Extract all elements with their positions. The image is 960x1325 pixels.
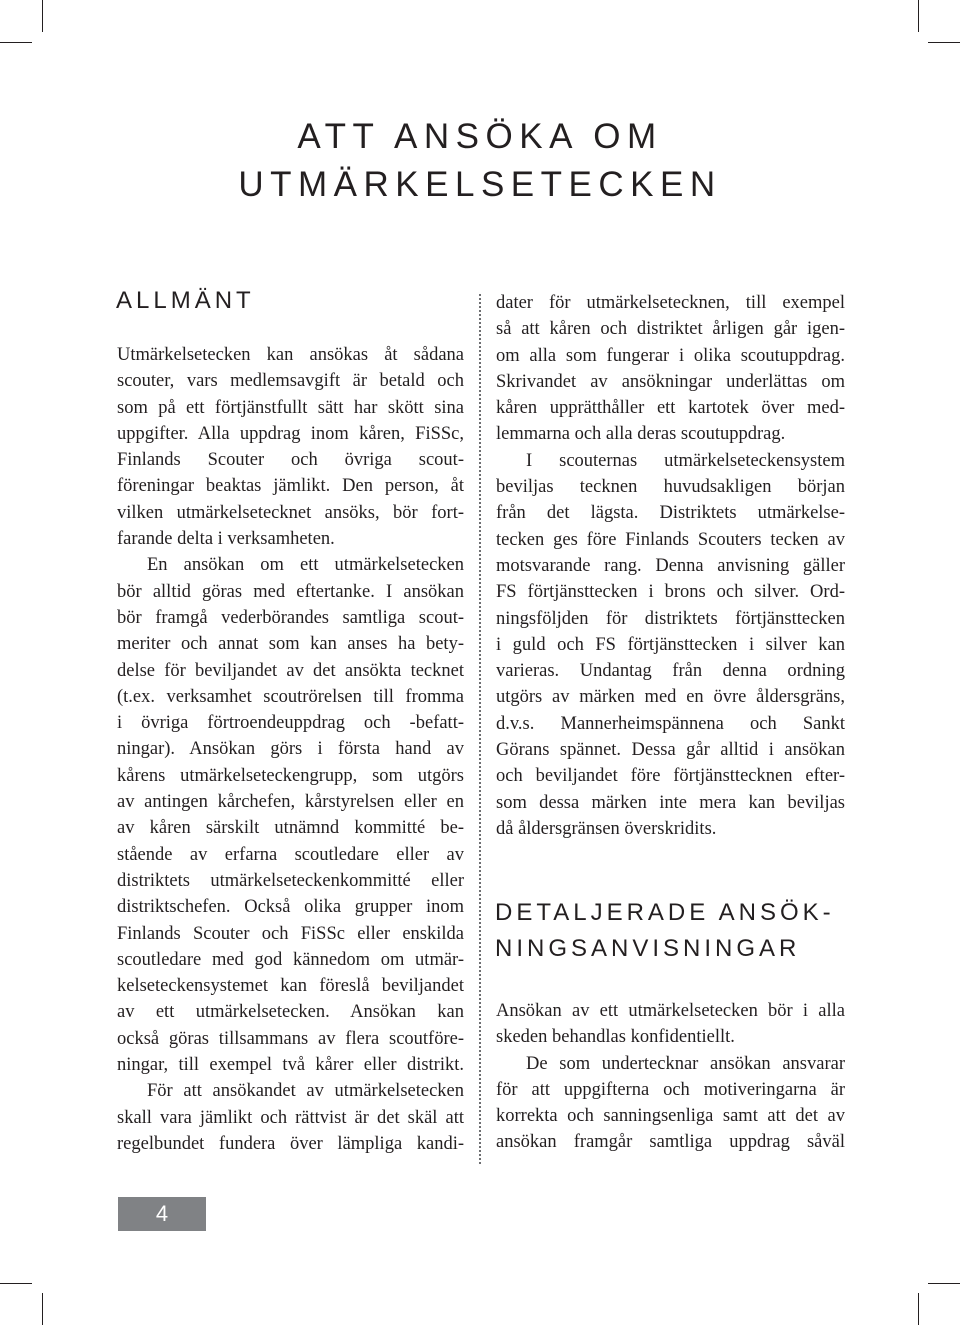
text-line: distriktets utmärkelseteckenkommitté eller	[117, 870, 464, 891]
text-line: varieras. Undantag från denna ordning	[496, 661, 845, 682]
text-line: distriktschefen. Också olika grupper inom	[117, 897, 464, 918]
text-line: beviljas tecknen huvudsakligen början	[496, 477, 845, 498]
section-heading-allmant: ALLMÄNT	[116, 287, 255, 314]
text-line: ningsföljden för distriktets förtjänsttecken	[496, 608, 845, 629]
text-line: uppgifter. Alla uppdrag inom kåren, FiSSc,	[117, 423, 464, 444]
left-column-text	[117, 342, 464, 1157]
text-line: Ansökan av ett utmärkelsetecken bör i alla	[496, 1001, 845, 1021]
text-line: om alla som fungerar i olika scoutuppdrag.	[496, 345, 845, 366]
text-line: stående av erfarna scoutledare eller av	[117, 844, 464, 865]
section-heading-detaljerade	[495, 895, 835, 967]
text-line: Finlands Scouter och övriga scout-	[117, 450, 464, 471]
text-line: Görans spännet. Dessa går alltid i ansökan	[496, 740, 845, 761]
text-line: FS förtjänsttecken i brons och silver. Ord-	[496, 582, 845, 603]
text-line: tecken ges före Finlands Scouters tecken av	[496, 529, 845, 550]
text-line: då åldersgränsen överskridits.	[496, 818, 717, 839]
text-line: (t.ex. verksamhet scoutrörelsen till fromma	[117, 686, 464, 707]
text-line: av ett utmärkelsetecken. Ansökan kan	[117, 1002, 464, 1023]
text-line: meriter och annat som kan anses ha bety-	[117, 634, 464, 655]
page-title-line: ATT ANSÖKA OM	[297, 117, 663, 156]
text-line: De som undertecknar ansökan ansvarar	[526, 1053, 845, 1074]
text-line: lemmarna och alla deras scoutuppdrag.	[496, 424, 786, 445]
crop-mark	[0, 42, 32, 43]
text-line: i guld och FS förtjänsttecken i silver kan	[496, 634, 845, 655]
page-number: 4	[118, 1197, 206, 1231]
text-line: och beviljandet före förtjänsttecknen efter-	[496, 766, 845, 787]
page-title	[0, 113, 960, 209]
text-line: bör framgå vederbörandes samtliga scout-	[117, 607, 464, 628]
text-line: skall vara jämlikt och rättvist är det skäl att	[117, 1107, 464, 1128]
text-line: ningar, till exempel två kårer eller distrikt.	[117, 1055, 464, 1076]
text-line: av antingen kårchefen, kårstyrelsen eller en	[117, 792, 464, 813]
crop-mark	[928, 42, 960, 43]
text-line: kelseteckensystemet kan föreslå beviljandet	[117, 976, 464, 997]
text-line: För att ansökandet av utmärkelsetecken	[147, 1081, 464, 1102]
text-line: regelbundet fundera över lämpliga kandi-	[117, 1133, 464, 1154]
text-line: Utmärkelsetecken kan ansökas åt sådana	[117, 345, 464, 365]
page-title-line: UTMÄRKELSETECKEN	[238, 165, 722, 204]
text-line: som på ett förtjänstfullt sätt har skött sina	[117, 397, 464, 418]
text-line: I scouternas utmärkelseteckensystem	[526, 450, 845, 471]
right-column-text-bottom	[496, 998, 845, 1156]
text-line: Finlands Scouter och FiSSc eller enskilda	[117, 923, 464, 944]
section-heading-line: NINGSANVISNINGAR	[495, 935, 801, 962]
text-line: ansökan framgår samtliga uppdrag såväl	[496, 1132, 845, 1153]
text-line: Skrivandet av ansökningar underlättas om	[496, 371, 845, 392]
text-line: delse för beviljandet av det ansökta tecknet	[117, 660, 464, 681]
text-line: föreningar beaktas jämlikt. Den person, åt	[117, 476, 464, 497]
text-line: ningar). Ansökan görs i första hand av	[117, 739, 464, 760]
text-line: vilken utmärkelsetecknet ansöks, bör fort-	[117, 502, 464, 523]
text-line: så att kåren och distriktet årligen går igen-	[496, 319, 845, 340]
text-line: från det lägsta. Distriktets utmärkelse-	[496, 503, 845, 524]
crop-mark	[42, 1293, 43, 1325]
text-line: bör alltid göras med eftertanke. I ansökan	[117, 581, 464, 602]
crop-mark	[928, 1283, 960, 1284]
text-line: för att uppgifterna och motiveringarna är	[496, 1079, 845, 1100]
text-line: scouter, vars medlemsavgift är betald och	[117, 371, 464, 392]
text-line: av kåren särskilt utnämnd kommitté be-	[117, 818, 464, 839]
text-line: d.v.s. Mannerheimspännena och Sankt	[496, 713, 845, 734]
crop-mark	[42, 0, 43, 32]
section-heading-line: DETALJERADE ANSÖK-	[495, 899, 835, 926]
text-line: skeden behandlas konfidentiellt.	[496, 1027, 735, 1048]
text-line: motsvarande rang. Denna anvisning gäller	[496, 555, 845, 576]
crop-mark	[918, 0, 919, 32]
text-line: som dessa märken inte mera kan beviljas	[496, 792, 845, 813]
text-line: En ansökan om ett utmärkelsetecken	[147, 555, 464, 576]
text-line: korrekta och sanningsenliga samt att det av	[496, 1106, 845, 1127]
text-line: kåren upprätthåller ett kartotek över med-	[496, 398, 845, 419]
column-divider	[479, 294, 481, 1164]
right-column-text	[496, 290, 845, 842]
crop-mark	[0, 1283, 32, 1284]
text-line: kårens utmärkelseteckengrupp, som utgörs	[117, 765, 464, 786]
text-line: i övriga förtroendeuppdrag och -befatt-	[117, 713, 464, 734]
text-line: utgörs av märken med en övre åldersgräns,	[496, 687, 845, 708]
text-line: farande delta i verksamheten.	[117, 529, 335, 550]
text-line: scoutledare med god kännedom om utmär-	[117, 949, 464, 970]
crop-mark	[918, 1293, 919, 1325]
text-line: dater för utmärkelsetecknen, till exempel	[496, 293, 845, 313]
text-line: också göras tillsammans av flera scoutföre-	[117, 1028, 464, 1049]
